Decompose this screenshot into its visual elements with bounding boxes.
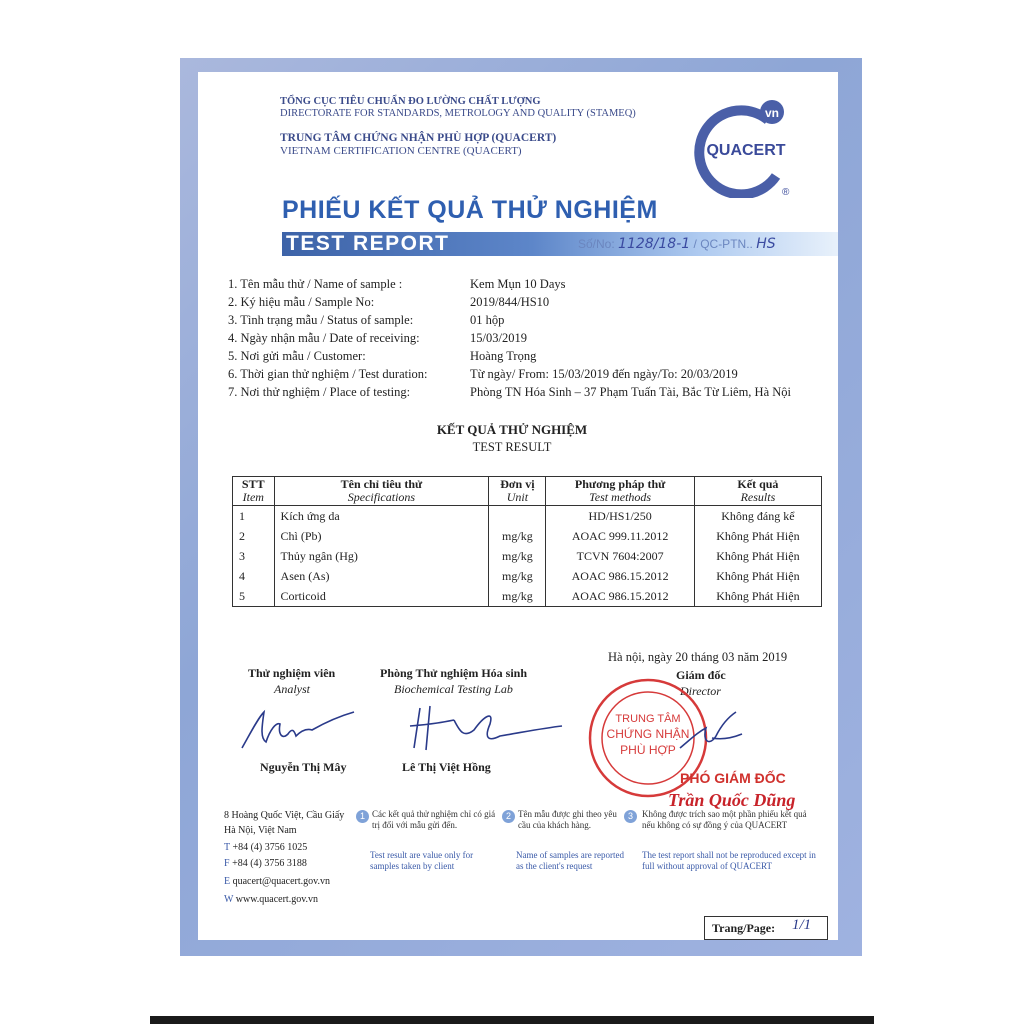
table-row [233, 546, 822, 566]
info-value-5: Hoàng Trọng [470, 349, 537, 363]
report-number: Số/No: 1128/18-1 / QC-PTN.. HS [578, 236, 776, 252]
analyst-title-en: Analyst [274, 682, 310, 696]
cell-result: Không Phát Hiện [694, 566, 821, 586]
cell-method: AOAC 986.15.2012 [546, 586, 694, 607]
note-2-en: Name of samples are reported as the client's request [516, 850, 624, 871]
results-title-en: TEST RESULT [472, 440, 552, 454]
info-label-6: 6. Thời gian thử nghiệm / Test duration: [228, 367, 428, 381]
cell-method: AOAC 986.15.2012 [546, 566, 694, 586]
cell-spec: Chì (Pb) [274, 526, 489, 546]
note-3-vi: Không được trích sao một phần phiếu kết quả nếu không có sự đồng ý của QUACERT [642, 809, 807, 830]
cell-unit: mg/kg [489, 586, 546, 607]
info-value-7: Phòng TN Hóa Sinh – 37 Phạm Tuấn Tài, Bắc Từ Liêm, Hà Nội [470, 385, 792, 399]
results-title-vi: KẾT QUẢ THỬ NGHIỆM [436, 422, 588, 437]
page-value: 1/1 [792, 917, 812, 933]
director-title-vi: Giám đốc [676, 668, 726, 682]
stamp-line-2: CHỨNG NHẬN [606, 727, 690, 741]
footer-website: W www.quacert.gov.vn [224, 894, 319, 905]
info-value-3: 01 hộp [470, 313, 505, 327]
table-row [233, 566, 822, 586]
info-label-3: 3. Tình trạng mẫu / Status of sample: [228, 313, 414, 327]
scan-edge [150, 1016, 874, 1024]
report-number-sep: / [693, 237, 697, 251]
analyst-title-vi: Thử nghiệm viên [248, 666, 336, 680]
note-number-1: 1 [356, 810, 369, 823]
analyst-signature [236, 704, 356, 754]
page-label: Trang/Page: [712, 921, 776, 935]
results-table [232, 476, 822, 607]
report-number-suffix: QC-PTN [700, 237, 747, 251]
info-label-1: 1. Tên mẫu thử / Name of sample : [228, 277, 403, 291]
cell-method: TCVN 7604:2007 [546, 546, 694, 566]
cell-result: Không Phát Hiện [694, 586, 821, 607]
director-signature [676, 708, 746, 758]
note-2-vi: Tên mẫu được ghi theo yêu cầu của khách hàng. [518, 809, 617, 830]
lab-signature [404, 702, 564, 754]
logo-vn-text: vn [764, 106, 780, 120]
note-1-en: Test result are value only for samples taken by client [370, 850, 474, 871]
logo-text: QUACERT [706, 142, 786, 159]
cell-result: Không Phát Hiện [694, 546, 821, 566]
header-specifications: Tên chỉ tiêu thử Specifications [274, 477, 489, 506]
centre-name-en: VIETNAM CERTIFICATION CENTRE (QUACERT) [280, 145, 522, 157]
report-number-handwritten: 1128/18-1 [618, 236, 691, 252]
report-number-handwritten-2: HS [756, 236, 776, 252]
cell-method: AOAC 999.11.2012 [546, 526, 694, 546]
cell-spec: Kích ứng da [274, 506, 489, 527]
analyst-name: Nguyễn Thị Mây [260, 760, 347, 774]
cell-stt: 1 [233, 506, 275, 527]
stamp-line-3: PHÙ HỢP [620, 743, 676, 757]
cell-stt: 2 [233, 526, 275, 546]
report-title-vi: PHIẾU KẾT QUẢ THỬ NGHIỆM [282, 196, 658, 224]
info-value-6: Từ ngày/ From: 15/03/2019 đến ngày/To: 20/03/2019 [470, 367, 738, 381]
director-title-en: Director [680, 684, 721, 698]
quacert-logo [690, 98, 796, 198]
logo-registered: ® [782, 187, 790, 198]
cell-stt: 5 [233, 586, 275, 607]
table-row [233, 506, 822, 527]
info-label-4: 4. Ngày nhận mẫu / Date of receiving: [228, 331, 420, 345]
header-test-methods: Phương pháp thử Test methods [546, 477, 694, 506]
info-value-4: 15/03/2019 [470, 331, 527, 345]
table-header-row [233, 477, 822, 506]
info-value-2: 2019/844/HS10 [470, 295, 550, 309]
stamp-line-1: TRUNG TÂM [615, 713, 681, 725]
cell-unit: mg/kg [489, 526, 546, 546]
report-number-prefix: Số/No: [578, 237, 615, 251]
header-results: Kết quả Results [694, 477, 821, 506]
cell-unit: mg/kg [489, 546, 546, 566]
report-title-en: TEST REPORT [286, 232, 450, 255]
sign-date: Hà nội, ngày 20 tháng 03 năm 2019 [608, 650, 788, 664]
cell-result: Không đáng kể [694, 506, 821, 527]
header-item: STT Item [233, 477, 275, 506]
info-label-2: 2. Ký hiệu mẫu / Sample No: [228, 295, 375, 309]
cell-result: Không Phát Hiện [694, 526, 821, 546]
table-row [233, 526, 822, 546]
cell-stt: 3 [233, 546, 275, 566]
cell-spec: Asen (As) [274, 566, 489, 586]
cell-spec: Thủy ngân (Hg) [274, 546, 489, 566]
cell-spec: Corticoid [274, 586, 489, 607]
lab-title-vi: Phòng Thử nghiệm Hóa sinh [380, 666, 528, 680]
cell-unit [489, 506, 546, 527]
lab-title-en: Biochemical Testing Lab [394, 682, 513, 696]
deputy-director-title: PHÓ GIÁM ĐỐC [680, 770, 786, 786]
note-number-2: 2 [502, 810, 515, 823]
info-label-5: 5. Nơi gửi mẫu / Customer: [228, 349, 366, 363]
cell-unit: mg/kg [489, 566, 546, 586]
centre-name-vi: TRUNG TÂM CHỨNG NHẬN PHÙ HỢP (QUACERT) [280, 132, 557, 144]
cell-stt: 4 [233, 566, 275, 586]
header-unit: Đơn vị Unit [489, 477, 546, 506]
info-label-7: 7. Nơi thử nghiệm / Place of testing: [228, 385, 411, 399]
footer-address-1: 8 Hoàng Quốc Việt, Cầu Giấy [224, 810, 345, 821]
footer-phone: T +84 (4) 3756 1025 [224, 842, 308, 853]
agency-name-en: DIRECTORATE FOR STANDARDS, METROLOGY AND QUALITY (STAMEQ) [280, 108, 636, 119]
lab-head-name: Lê Thị Việt Hồng [402, 760, 491, 774]
footer-fax: F +84 (4) 3756 3188 [224, 858, 307, 869]
info-value-1: Kem Mụn 10 Days [470, 277, 566, 291]
footer-email: E quacert@quacert.gov.vn [224, 876, 331, 887]
cell-method: HD/HS1/250 [546, 506, 694, 527]
footer-address-2: Hà Nội, Việt Nam [224, 825, 297, 836]
note-number-3: 3 [624, 810, 637, 823]
deputy-director-name: Trần Quốc Dũng [668, 790, 796, 810]
note-3-en: The test report shall not be reproduced except in full without approval of QUACERT [642, 850, 816, 871]
agency-name-vi: TỔNG CỤC TIÊU CHUẨN ĐO LƯỜNG CHẤT LƯỢNG [280, 96, 541, 107]
note-1-vi: Các kết quả thử nghiệm chỉ có giá trị đối với mẫu gửi đến. [372, 809, 496, 830]
table-row [233, 586, 822, 607]
